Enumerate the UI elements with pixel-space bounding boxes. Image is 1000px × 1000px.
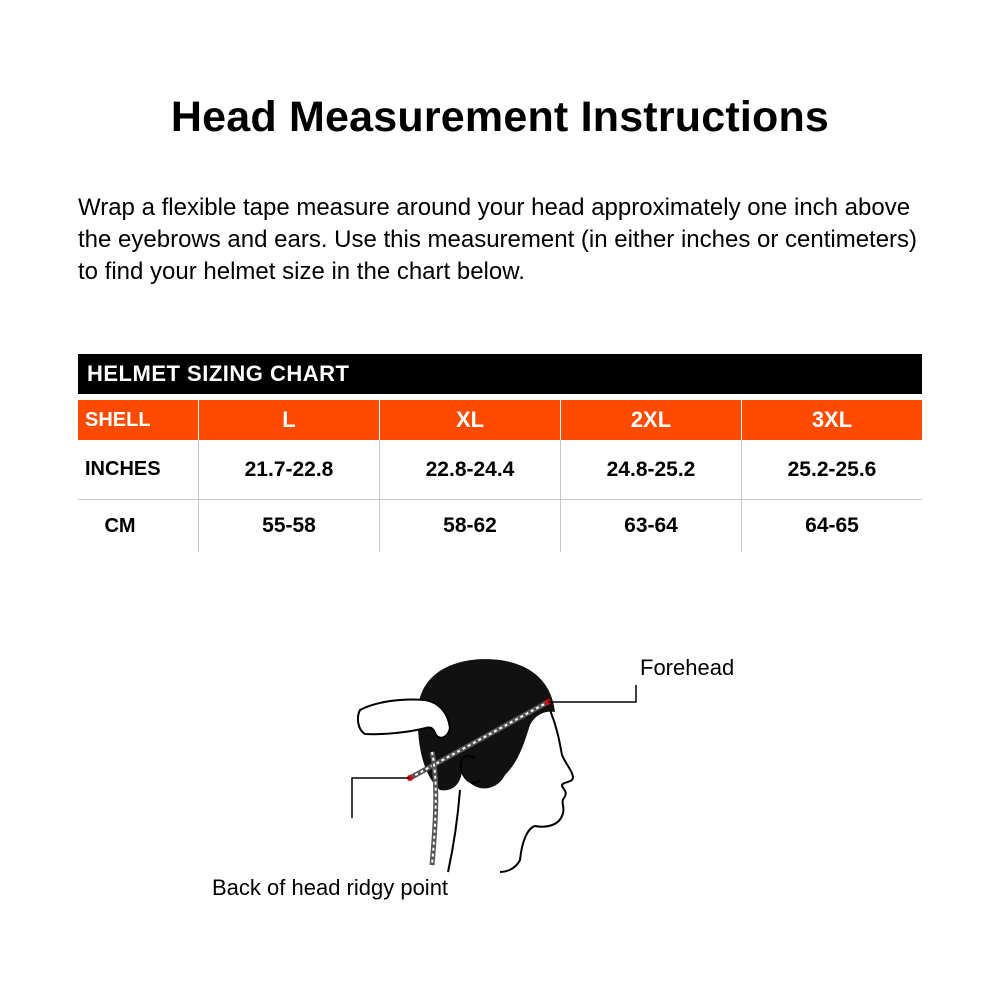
chart-heading: HELMET SIZING CHART: [78, 354, 922, 394]
inches-cell: 21.7-22.8: [198, 440, 379, 499]
row-label-cm: CM: [104, 514, 136, 537]
cm-cell: 63-64: [560, 500, 741, 552]
neck-outline: [448, 790, 460, 872]
cm-cell: 64-65: [741, 500, 922, 552]
inches-cell: 24.8-25.2: [560, 440, 741, 499]
shell-size-cell: 2XL: [560, 400, 741, 440]
back-leader-line: [352, 778, 410, 818]
instructions-text: Wrap a flexible tape measure around your head approximately one inch above the eyebrows and ears. Use this measurement (in either inches or centimeters) to find your helmet size in the chart below.: [78, 194, 918, 285]
cm-cell: 58-62: [379, 500, 560, 552]
row-label-inches: INCHES: [85, 458, 161, 480]
shell-size-row: [78, 400, 922, 440]
shell-size-cell: 3XL: [741, 400, 922, 440]
row-label-shell: SHELL: [85, 408, 151, 431]
forehead-label: Forehead: [640, 655, 735, 680]
hand-shape: [358, 699, 450, 737]
inches-cell: 25.2-25.6: [741, 440, 922, 499]
cm-cell: 55-58: [198, 500, 379, 552]
page-title: Head Measurement Instructions: [170, 93, 830, 141]
back-of-head-label: Back of head ridgy point: [212, 875, 449, 900]
inches-cell: 22.8-24.4: [379, 440, 560, 499]
helmet-sizing-chart: [78, 354, 922, 552]
inches-row: [78, 440, 922, 500]
shell-size-cell: XL: [379, 400, 560, 440]
shell-size-cell: L: [198, 400, 379, 440]
forehead-leader-line: [548, 685, 636, 702]
cm-row: [78, 500, 922, 552]
